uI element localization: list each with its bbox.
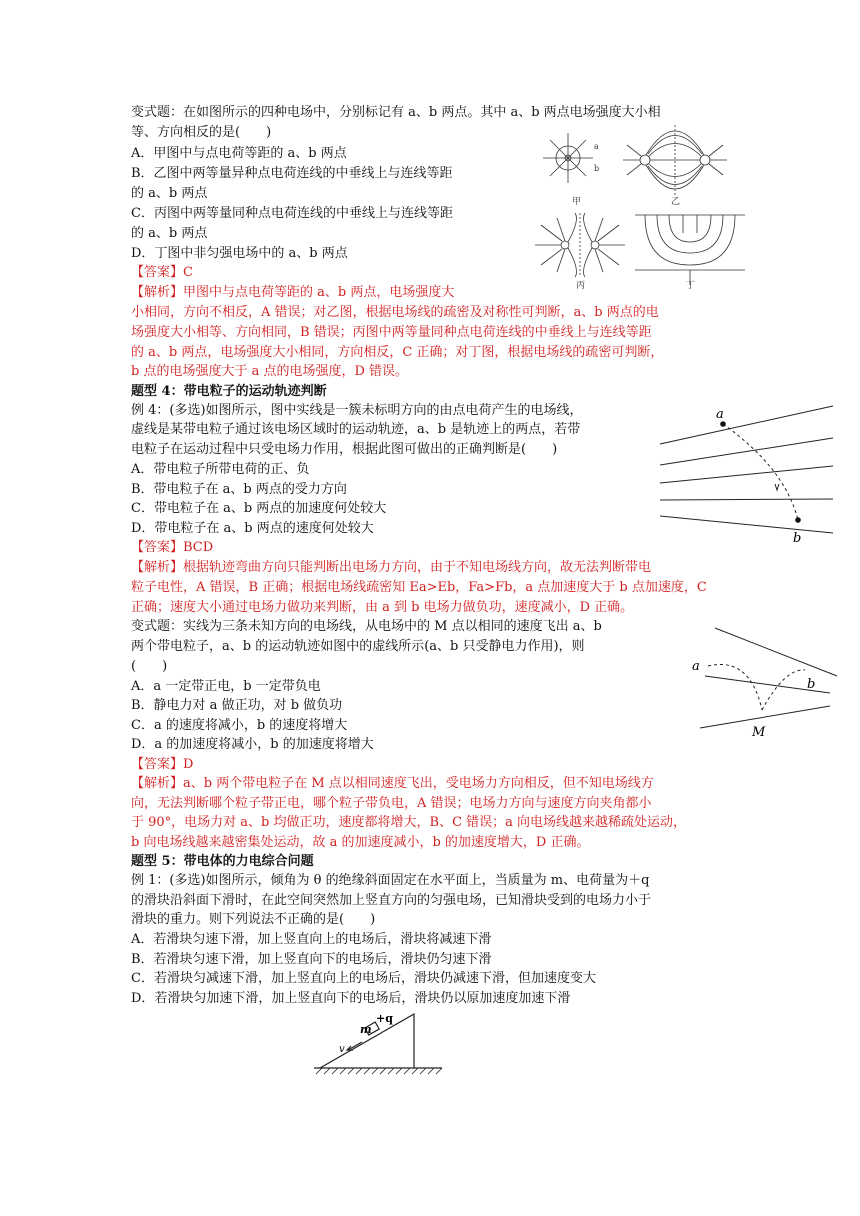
type4-option-d: D．带电粒子在 a、b 两点的速度何处较大 (131, 521, 374, 536)
jia-label-a: a (594, 142, 599, 151)
type4-explanation-line3: 正确；速度大小通过电场力做功来判断，由 a 到 b 电场力做负功，速度减小，D 正确。 (131, 600, 634, 615)
fig-label-b: b (793, 531, 802, 546)
type4-explanation-line1: 【解析】根据轨迹弯曲方向只能判断出电场力方向，由于不知电场线方向，故无法判断带电 (131, 560, 652, 575)
type4-question-line3: 电粒子在运动过程中只受电场力作用，根据此图可做出的正确判断是( ) (131, 442, 558, 457)
type5-option-a: A．若滑块匀速下滑，加上竖直向上的电场后，滑块将减速下滑 (131, 932, 492, 947)
point-a-marker (720, 421, 726, 427)
variant2-option-d: D．a 的加速度将减小，b 的加速度将增大 (131, 737, 374, 752)
block-charge-label: +q (376, 1012, 393, 1025)
type4-question-line2: 虚线是某带电粒子通过该电场区域时的运动轨迹，a、b 是轨迹上的两点，若带 (131, 422, 581, 437)
variant2-explanation-line2: 向，无法判断哪个粒子带正电，哪个粒子带负电，A 错误；电场力方向与速度方向夹角都小 (131, 796, 652, 811)
fig2-label-a: a (692, 659, 700, 674)
variant1-question-line2: 等、方向相反的是( ) (131, 125, 272, 140)
ding-caption: 丁 (686, 281, 696, 290)
variant2-explanation-line3: 于 90°，电场力对 a、b 均做正功，速度都将增大，B、C 错误；a 向电场线越来越稀疏处运动， (131, 815, 687, 830)
variant2-question-line3: ( ) (131, 659, 168, 674)
variant1-explanation-line3: 场强度大小相等、方向相同，B 错误；丙图中两等量同种点电荷连线的中垂线上与连线等距 (131, 325, 652, 340)
type5-option-c: C．若滑块匀减速下滑，加上竖直向上的电场后，滑块仍减速下滑，但加速度变大 (131, 971, 596, 986)
type4-explanation-line2: 粒子电性，A 错误，B 正确；根据电场线疏密知 Ea>Eb，Fa>Fb，a 点加速度大于 b 点加速度，C (131, 580, 707, 595)
type4-question-line1: 例 4：(多选)如图所示，图中实线是一簇未标明方向的由点电荷产生的电场线， (131, 403, 583, 418)
variant2-option-b: B．静电力对 a 做正功，对 b 做负功 (131, 698, 343, 713)
type5-question-line1: 例 1：(多选)如图所示，倾角为 θ 的绝缘斜面固定在水平面上，当质量为 m、电荷量为＋q (131, 873, 650, 888)
variant2-question-line2: 两个带电粒子，a、b 的运动轨迹如图中的虚线所示(a、b 只受静电力作用)，则 (131, 639, 585, 654)
field-lines-trajectory-figure (655, 398, 840, 548)
velocity-label: v (339, 1044, 345, 1055)
variant2-answer: 【答案】D (131, 757, 194, 772)
opposite-charges-diagram (623, 125, 727, 195)
variant1-option-b-line2: 的 a、b 两点 (131, 186, 208, 201)
like-charges-diagram (535, 213, 625, 277)
bing-caption: 丙 (576, 281, 586, 290)
type4-option-b: B．带电粒子在 a、b 两点的受力方向 (131, 482, 347, 497)
fig2-label-m: M (752, 725, 766, 740)
type4-option-a: A．带电粒子所带电荷的正、负 (131, 462, 310, 477)
type4-option-c: C．带电粒子在 a、b 两点的加速度何处较大 (131, 501, 387, 516)
variant1-explanation-line5: b 点的电场强度大于 a 点的电场强度，D 错误。 (131, 364, 409, 379)
variant1-option-d: D．丁图中非匀强电场中的 a、b 两点 (131, 246, 348, 261)
variant2-explanation-line1: 【解析】a、b 两个带电粒子在 M 点以相同速度飞出，受电场力方向相反，但不知电场线方 (131, 776, 654, 791)
type5-heading: 题型 5：带电体的力电综合问题 (131, 854, 314, 869)
variant2-option-a: A．a 一定带正电，b 一定带负电 (131, 679, 321, 694)
nonuniform-field-diagram (635, 215, 745, 285)
variant1-option-c-line2: 的 a、b 两点 (131, 226, 208, 241)
incline-block-figure (310, 1010, 445, 1082)
variant2-question-line1: 变式题：实线为三条未知方向的电场线，从电场中的 M 点以相同的速度飞出 a、b (131, 619, 602, 634)
two-particle-trajectory-figure (690, 618, 840, 743)
point-charge-diagram (543, 133, 593, 183)
variant2-explanation-line4: b 向电场线越来越密集处运动，故 a 的加速度减小，b 的加速度增大，D 正确。 (131, 835, 590, 850)
four-field-diagrams-figure (535, 125, 750, 290)
variant1-explanation-line4: 的 a、b 两点，电场强度大小相同，方向相反，C 正确；对丁图，根据电场线的疏密可判断， (131, 345, 664, 360)
variant1-explanation-line2: 小相同，方向不相反，A 错误；对乙图，根据电场线的疏密及对称性可判断，a、b 两点的电 (131, 305, 659, 320)
type5-option-b: B．若滑块匀速下滑，加上竖直向下的电场后，滑块仍匀速下滑 (131, 952, 492, 967)
fig2-label-b: b (807, 677, 816, 692)
variant1-question-line1: 变式题：在如图所示的四种电场中，分别标记有 a、b 两点。其中 a、b 两点电场强度大小相 (131, 105, 661, 120)
type5-option-d: D．若滑块匀加速下滑，加上竖直向下的电场后，滑块仍以原加速度加速下滑 (131, 991, 571, 1006)
type5-question-line2: 的滑块沿斜面下滑时，在此空间突然加上竖直方向的匀强电场，已知滑块受到的电场力小于 (131, 893, 652, 908)
yi-caption: 乙 (671, 197, 681, 207)
variant1-explanation-line1: 【解析】甲图中与点电荷等距的 a、b 两点，电场强度大 (131, 285, 455, 300)
type4-answer: 【答案】BCD (131, 540, 214, 555)
variant1-option-b-line1: B．乙图中两等量异种点电荷连线的中垂线上与连线等距 (131, 166, 453, 181)
variant1-option-a: A．甲图中与点电荷等距的 a、b 两点 (131, 146, 347, 161)
block-mass-label: m (360, 1023, 372, 1036)
jia-label-b: b (594, 164, 600, 173)
variant1-option-c-line1: C．丙图中两等量同种点电荷连线的中垂线上与连线等距 (131, 206, 453, 221)
type5-question-line3: 滑块的重力。则下列说法不正确的是( ) (131, 912, 376, 927)
jia-caption: 甲 (572, 197, 582, 207)
point-b-marker (795, 517, 801, 523)
variant2-option-c: C．a 的速度将减小，b 的速度将增大 (131, 718, 348, 733)
variant1-answer: 【答案】C (131, 265, 193, 280)
fig-label-a: a (716, 407, 724, 422)
type4-heading: 题型 4：带电粒子的运动轨迹判断 (131, 384, 327, 399)
